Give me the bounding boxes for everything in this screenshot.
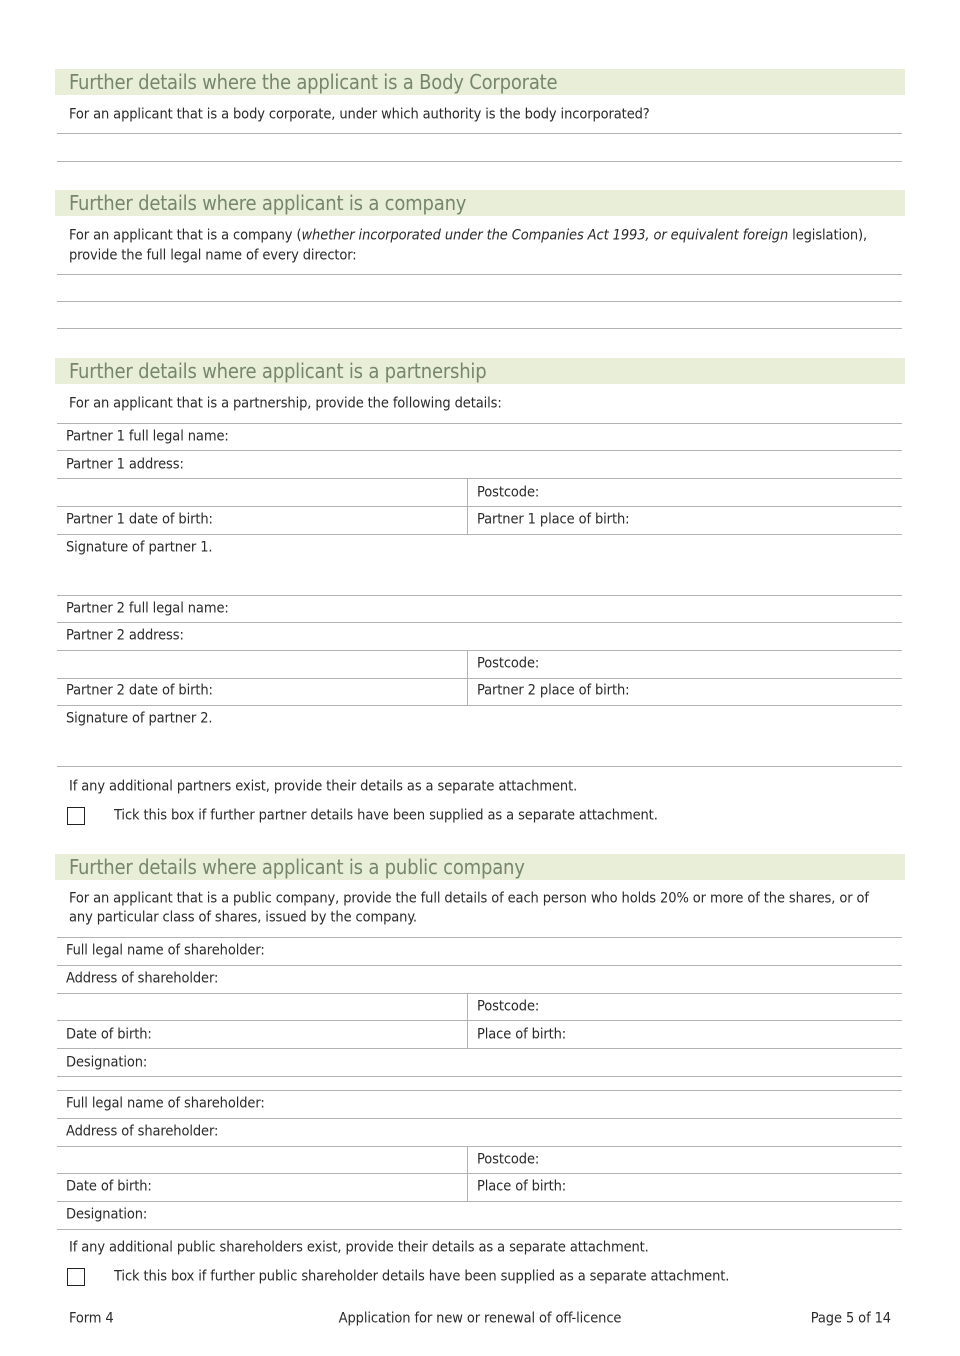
- section-header-company: [55, 190, 905, 216]
- intro-text: legislation),: [788, 227, 868, 244]
- section-header-body-corporate: [55, 69, 905, 95]
- section-heading: Further details where the applicant is a Body Corporate: [69, 70, 558, 94]
- shareholder-1-postcode-field[interactable]: Postcode:: [477, 998, 540, 1015]
- footer-title: Application for new or renewal of off-licence: [338, 1310, 622, 1327]
- footer-form-number: Form 4: [69, 1310, 114, 1327]
- director-line[interactable]: [57, 301, 902, 302]
- intro-italic-text: whether incorporated under the Companies Act 1993, or equivalent foreign: [301, 227, 789, 244]
- shareholder-2-address-field[interactable]: Address of shareholder:: [66, 1123, 219, 1140]
- column-divider: [467, 478, 468, 534]
- divider: [57, 937, 902, 938]
- partner-1-signature-field[interactable]: Signature of partner 1.: [66, 539, 213, 556]
- divider: [57, 595, 902, 596]
- shareholder-1-name-field[interactable]: Full legal name of shareholder:: [66, 942, 265, 959]
- partner-2-address-field[interactable]: Partner 2 address:: [66, 627, 184, 644]
- further-partners-checkbox-label: Tick this box if further partner details have been supplied as a separate attachment.: [114, 807, 658, 824]
- partner-1-dob-field[interactable]: Partner 1 date of birth:: [66, 511, 213, 528]
- divider: [57, 1173, 902, 1174]
- divider: [57, 478, 902, 479]
- shareholder-1-dob-field[interactable]: Date of birth:: [66, 1026, 152, 1043]
- partner-2-postcode-field[interactable]: Postcode:: [477, 655, 540, 672]
- divider: [57, 506, 902, 507]
- partner-2-name-field[interactable]: Partner 2 full legal name:: [66, 600, 229, 617]
- partner-1-pob-field[interactable]: Partner 1 place of birth:: [477, 511, 630, 528]
- divider: [57, 622, 902, 623]
- further-partners-checkbox[interactable]: [67, 807, 85, 825]
- director-line[interactable]: [57, 328, 902, 329]
- partner-1-name-field[interactable]: Partner 1 full legal name:: [66, 428, 229, 445]
- answer-line[interactable]: [57, 161, 902, 162]
- shareholder-1-address-field[interactable]: Address of shareholder:: [66, 970, 219, 987]
- shareholder-2-postcode-field[interactable]: Postcode:: [477, 1151, 540, 1168]
- public-company-intro-line2: any particular class of shares, issued by the company.: [69, 909, 417, 926]
- divider: [57, 1118, 902, 1119]
- shareholder-2-pob-field[interactable]: Place of birth:: [477, 1178, 567, 1195]
- additional-partners-note: If any additional partners exist, provide their details as a separate attachment.: [69, 778, 578, 795]
- partner-2-dob-field[interactable]: Partner 2 date of birth:: [66, 682, 213, 699]
- partner-2-signature-field[interactable]: Signature of partner 2.: [66, 710, 213, 727]
- section-heading: Further details where applicant is a partnership: [69, 359, 487, 383]
- partnership-intro: For an applicant that is a partnership, provide the following details:: [69, 395, 502, 412]
- divider: [57, 1146, 902, 1147]
- divider: [57, 534, 902, 535]
- column-divider: [467, 650, 468, 705]
- shareholder-2-name-field[interactable]: Full legal name of shareholder:: [66, 1095, 265, 1112]
- answer-line[interactable]: [57, 133, 902, 134]
- section-heading: Further details where applicant is a public company: [69, 855, 525, 879]
- further-shareholders-checkbox-label: Tick this box if further public shareholder details have been supplied as a separate attachment.: [114, 1268, 730, 1285]
- column-divider: [467, 993, 468, 1048]
- partner-1-postcode-field[interactable]: Postcode:: [477, 484, 540, 501]
- divider: [57, 450, 902, 451]
- section-header-public-company: [55, 854, 905, 880]
- partner-1-address-field[interactable]: Partner 1 address:: [66, 456, 184, 473]
- footer-page-number: Page 5 of 14: [810, 1310, 891, 1327]
- shareholder-2-designation-field[interactable]: Designation:: [66, 1206, 148, 1223]
- additional-shareholders-note: If any additional public shareholders exist, provide their details as a separate attachment.: [69, 1239, 649, 1256]
- divider: [57, 766, 902, 767]
- section-heading: Further details where applicant is a company: [69, 191, 467, 215]
- divider: [57, 1048, 902, 1049]
- shareholder-2-dob-field[interactable]: Date of birth:: [66, 1178, 152, 1195]
- shareholder-1-designation-field[interactable]: Designation:: [66, 1054, 148, 1071]
- divider: [57, 1201, 902, 1202]
- further-shareholders-checkbox[interactable]: [67, 1268, 85, 1286]
- director-line[interactable]: [57, 274, 902, 275]
- divider: [57, 650, 902, 651]
- divider: [57, 423, 902, 424]
- partner-2-pob-field[interactable]: Partner 2 place of birth:: [477, 682, 630, 699]
- divider: [57, 1229, 902, 1230]
- column-divider: [467, 1146, 468, 1201]
- divider: [57, 1090, 902, 1091]
- public-company-intro: For an applicant that is a public company, provide the full details of each person who holds 20% or more of the shares, or of: [69, 890, 869, 907]
- intro-text: For an applicant that is a company (: [69, 227, 302, 244]
- divider: [57, 678, 902, 679]
- divider: [57, 965, 902, 966]
- divider: [57, 1020, 902, 1021]
- divider: [57, 993, 902, 994]
- divider: [57, 705, 902, 706]
- divider: [57, 1076, 902, 1077]
- shareholder-1-pob-field[interactable]: Place of birth:: [477, 1026, 567, 1043]
- company-intro: [69, 227, 867, 246]
- section-header-partnership: [55, 358, 905, 384]
- body-corporate-question: For an applicant that is a body corporate, under which authority is the body incorporated?: [69, 106, 650, 123]
- company-intro-line2: provide the full legal name of every director:: [69, 247, 357, 264]
